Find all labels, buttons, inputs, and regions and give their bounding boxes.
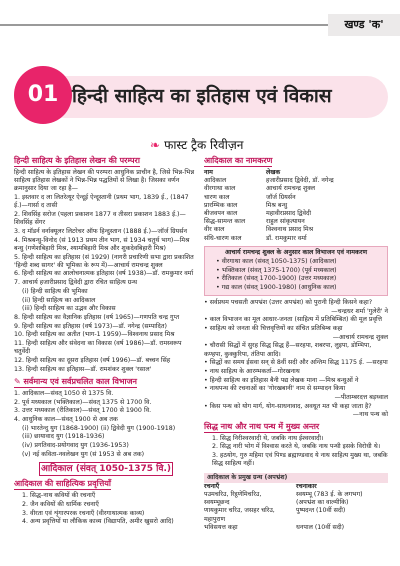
table-cell: जॉर्ज ग्रियर्सन xyxy=(266,193,296,201)
period-list xyxy=(14,390,198,459)
right-column xyxy=(204,156,388,532)
table-row xyxy=(204,507,388,515)
section-heading: हिन्दी साहित्य के इतिहास लेखन की परम्परा xyxy=(14,156,140,165)
shukla-box xyxy=(204,246,388,296)
list-item: • नाथपन्थ की रचनाओं का 'गोरखबानी' नाम से सम्पादन किया xyxy=(204,385,346,393)
history-list xyxy=(14,194,198,374)
column-header: लेखक xyxy=(266,169,281,176)
table-header xyxy=(204,483,388,491)
list-item: 3. द मॉडर्न वर्नाक्यूलर लिटरेचर ऑफ हिन्दुस्तान (1888 ई.)—जॉर्ज ग्रियर्सन xyxy=(14,227,187,235)
list-item: (i) भारतेन्दु युग (1868-1900) (ii) द्विवेदी युग (1900-1918) xyxy=(22,424,176,432)
table-cell: डॉ. रामकुमार वर्मा xyxy=(266,234,307,242)
table-row xyxy=(204,235,388,243)
table-cell: धनपाल (10वीं सदी) xyxy=(296,523,345,531)
list-item: (iv) प्रगतिवाद-प्रयोगवाद युग (1936-1953) xyxy=(22,442,129,450)
list-item: • किस पन्थ को योग मार्ग, योग-साधनावाद, अवधूत मत भी कहा जाता है? xyxy=(204,402,372,410)
section-header xyxy=(0,14,400,36)
table-cell: वीरगाथा काल xyxy=(204,185,236,193)
table-cell: सिद्ध-सामन्त काल xyxy=(204,218,246,226)
attribution: —पीताम्बरदत्त बड़थ्वाल xyxy=(334,394,388,402)
table-cell: महापुराण xyxy=(204,515,226,523)
table-row xyxy=(204,210,388,218)
list-item: (iii) छायावाद युग (1918-1936) xyxy=(22,433,105,441)
list-item: • चौरासी सिद्धों में सुरह सिद्ध सिद्ध हैं—सरहपा, शबरपा, लुइपा, डोम्भिपा, कण्हपा, कुक्कुरिपा, तंतिपा आदि। xyxy=(204,342,372,358)
difference-list xyxy=(204,435,388,469)
list-item: 1. आदिकाल—संवत् 1050 से 1375 वि. xyxy=(14,389,114,397)
list-item: 6. हिन्दी साहित्य का आलोचनात्मक इतिहास (वर्ष 1938)—डॉ. रामकुमार वर्मा xyxy=(14,270,194,278)
left-column xyxy=(14,156,198,527)
attribution: —नाथ पन्थ को xyxy=(352,411,388,419)
list-item: 2. पूर्व मध्यकाल (भक्तिकाल)—संवत् 1375 से 1700 वि. xyxy=(14,398,152,406)
list-item: 1. सिद्ध-नाथ कवियों की रचनाएँ xyxy=(22,492,96,500)
column-header: नाम xyxy=(204,169,213,176)
list-item: 11. हिन्दी साहित्य और संवेदना का विकास (वर्ष 1986)—डॉ. रामस्वरूप चतुर्वेदी xyxy=(14,340,182,356)
column-header: रचनाकार xyxy=(296,482,317,490)
list-item: • वीरगाथा काल (संवत् 1050-1375) (आदिकाल) xyxy=(216,258,337,266)
attribution: —चन्द्रधर शर्मा 'गुलेरी' ने xyxy=(331,307,388,315)
table-cell: चारण काल xyxy=(204,193,230,201)
list-item: 8. हिन्दी साहित्य का वैज्ञानिक इतिहास (वर्ष 1965)—गणपति चन्द्र गुप्त xyxy=(14,313,180,321)
table-cell: भविसयत्त कहा xyxy=(204,523,238,531)
list-item: • रीतिकाल (संवत् 1700-1900) (उत्तर मध्यकाल) xyxy=(216,275,337,283)
table-row xyxy=(204,226,388,234)
list-item: 4. अन्य प्रवृत्तियों या लौकिक काव्य (विद्यापति, अमीर खुसरो आदि) xyxy=(22,518,174,526)
khand-label: खण्ड 'क' xyxy=(328,14,400,36)
list-item: • सिद्धों का समय ईसवा सन् से 8वीं सदी और अन्तिम सिद्ध 1175 ई. —सरहपा xyxy=(204,359,388,367)
list-item: • सर्वप्रथम पचसती अपभ्रंश (उत्तर अपभ्रंश) को पुरानी हिन्दी किसने कहा? xyxy=(204,298,373,306)
chapter-heading xyxy=(14,66,388,124)
shukla-box-title: आचार्य रामचन्द्र शुक्ल के अनुसार काल विभाजन एवं नामकरण xyxy=(224,248,368,256)
header-rule xyxy=(0,24,330,26)
table-cell: पुष्पदन्त (10वीं सदी) xyxy=(296,507,346,515)
list-item: • भक्तिकाल (संवत् 1375-1700) (पूर्व मध्यकाल) xyxy=(216,266,337,274)
section-heading: आदिकाल की साहित्यिक प्रवृत्तियाँ xyxy=(14,479,111,489)
table-cell: वीर काल xyxy=(204,226,225,234)
list-item: (i) हिन्दी साहित्य की भूमिका xyxy=(22,287,88,295)
list-item: 3. वीरता एवं शृंगारपरक रचनाएँ (वीरगाथात्मक काव्य) xyxy=(22,509,145,517)
list-item: 9. हिन्दी साहित्य का इतिहास (वर्ष 1973)—डॉ. नगेन्द्र (सम्पादित) xyxy=(14,322,167,330)
list-item: • काल विभाजन का मूल आधार-जनता (साहित्य में प्रतिबिम्बित) की मूल प्रवृत्ति xyxy=(204,316,382,324)
list-item: 2. शिवसिंह सरोज (पहला प्रकाशन 1877 व तीसरा प्रकाशन 1883 ई.)—शिवसिंह सेंगर xyxy=(14,211,186,227)
list-item: 2. सिद्ध नारी भोग में विश्वास करते थे, जबकि नाथ पन्थी इसके विरोधी थे। xyxy=(212,443,381,451)
table-row xyxy=(204,524,388,532)
column-header: रचनाएँ xyxy=(204,482,220,490)
table-cell: हजारीप्रसाद द्विवेदी, डॉ. नगेन्द्र xyxy=(266,177,334,185)
list-item: (iii) हिन्दी साहित्य का उद्भव और विकास xyxy=(22,305,116,313)
trend-list xyxy=(14,492,198,526)
attribution: —आचार्य रामचन्द्र शुक्ल xyxy=(332,333,388,341)
adikal-box: आदिकाल (संवत् 1050-1375 वि.) xyxy=(39,462,173,476)
table-cell: प्रारम्भिक काल xyxy=(204,201,238,209)
table-row xyxy=(204,516,388,524)
list-item: • साहित्य को जनता की चित्तवृत्तियों का संचित प्रतिबिम्ब कहा xyxy=(204,324,343,332)
fast-track-revision xyxy=(150,136,243,153)
table-row xyxy=(204,194,388,202)
table-header xyxy=(204,169,388,177)
naming-table xyxy=(204,177,388,243)
list-item: 10. हिन्दी साहित्य का अतीत (भाग-1 1959)—विश्वनाथ प्रसाद मिश्र xyxy=(14,331,175,339)
table-row xyxy=(204,202,388,210)
section-heading-text: सर्वमान्य एवं सर्वप्रचलित काल विभाजन xyxy=(23,376,137,386)
list-item: 1. सिद्ध निरीश्वरवादी थे, जबकि नाथ ईश्वरवादी। xyxy=(212,434,324,442)
section-heading: आदिकाल का नामकरण xyxy=(204,156,273,165)
list-item: • गद्य काल (संवत् 1900-1980) (आधुनिक काल) xyxy=(216,284,337,292)
intro-text: हिन्दी साहित्य के इतिहास लेखन की परम्परा आधुनिक प्राचीन है, जिसे भिन्न-भिन्न साहित्य इतिहास लेखकों ने भिन्न-भिन्न पद्धतियों से लिखा है। जिसका वर्णन क्रमानुसार दिया जा रहा है— xyxy=(14,169,195,193)
section-heading xyxy=(14,377,137,388)
table-cell: मिश्र बन्धु xyxy=(266,201,288,209)
section-heading: सिद्ध नाथ और नाथ पन्थ में मुख्य अन्तर xyxy=(204,421,320,431)
table-cell: (अपभ्रंश का वाल्मीकि) xyxy=(296,499,349,507)
table-cell: संधि-चारण काल xyxy=(204,234,242,242)
list-item: 4. आधुनिक काल—संवत् 1900 से अब तक xyxy=(14,415,118,423)
table-cell: पउमचरिउ, रिट्ठणेमिचरिउ, xyxy=(204,490,262,498)
table-cell: णायकुमार चरिउ, जसहर चरिउ, xyxy=(204,507,275,515)
list-item: 7. आचार्य हजारीप्रसाद द्विवेदी द्वारा रचित साहित्य ग्रन्थ xyxy=(14,279,137,287)
works-table xyxy=(204,491,388,532)
list-item: (ii) हिन्दी साहित्य का आदिकाल xyxy=(22,296,96,304)
list-item: 1. इस्तवार द ला लितरेत्यूर ऐन्दूई ऐन्दूस्तानी (प्रथम भाग, 1839 ई., (1847 ई.)—गार्सा द तासी xyxy=(14,194,189,210)
pen-icon: ✎ xyxy=(14,376,24,386)
section-label: आदिकाल के प्रमुख ग्रन्थ (अपभ्रंश) xyxy=(204,473,388,483)
list-item: • नाथ साहित्य के आरम्भकर्ता—गोरखनाथ xyxy=(204,367,300,375)
list-item: • हिन्दी साहित्य का इतिहास बैनी पद्य लेखक माना —मिश्र बन्धुओं ने xyxy=(204,376,359,384)
table-cell: राहुल सांकृत्यायन xyxy=(266,218,305,226)
list-item: 5. हिन्दी साहित्य का इतिहास (सं 1929) (नागरी प्रचारिणी सभा द्वारा प्रकाशित 'हिन्दी शब्द सागर' की भूमिका के रूप में)—आचार्य रामचन्द्र शुक्ल xyxy=(14,253,194,269)
chapter-number: 01 xyxy=(14,66,72,124)
table-row xyxy=(204,185,388,193)
list-item: 3. उत्तर मध्यकाल (रीतिकाल)—संवत् 1700 से 1900 वि. xyxy=(14,407,152,415)
list-item: 12. हिन्दी साहित्य का दूसरा इतिहास (वर्ष 1996)—डॉ. बच्चन सिंह xyxy=(14,356,171,364)
table-cell: स्वयम्भू (783 ई. के लगभग) xyxy=(296,490,363,498)
revision-label: फास्ट ट्रैक रिवीज़न xyxy=(164,138,244,152)
list-item: 3. हठयोग, गुरु महिमा एवं पिण्ड ब्रह्माण्डवाद ये नाथ साहित्य मुख्य था, जबकि सिद्ध साहित्य नहीं। xyxy=(212,452,388,468)
list-item: (v) नई कविता-नवलेखन युग (सं 1953 से अब तक) xyxy=(22,450,145,458)
list-item: 2. जैन कवियों की धार्मिक रचनाएँ xyxy=(22,500,99,508)
list-item: 4. मिश्रबन्धु-विनोद (सं 1913 प्रथम तीन भाग, सं 1934 चतुर्थ भाग)—मिश्र बन्धु (गणेशबिहारी मिश्र, श्यामबिहारी मिश्र और शुकदेवबिहारी मिश्र) xyxy=(14,236,190,252)
table-cell: स्वयम्भूछन्द xyxy=(204,499,230,507)
table-row xyxy=(204,491,388,499)
table-cell: विश्वनाथ प्रसाद मिश्र xyxy=(266,226,314,234)
table-cell: महावीरप्रसाद द्विवेदी xyxy=(266,210,311,218)
list-item: 13. हिन्दी साहित्य का इतिहास—डॉ. रामशंकर शुक्ल 'रसाल' xyxy=(14,365,152,373)
fact-list xyxy=(204,299,388,420)
table-cell: बीजवपन काल xyxy=(204,210,238,218)
flourish-icon: ❧ xyxy=(150,138,161,152)
table-cell: आचार्य रामचन्द्र शुक्ल xyxy=(266,185,315,193)
table-cell: आदिकाल xyxy=(204,177,227,185)
chapter-title: हिन्दी साहित्य का इतिहास एवं विकास xyxy=(72,85,332,107)
